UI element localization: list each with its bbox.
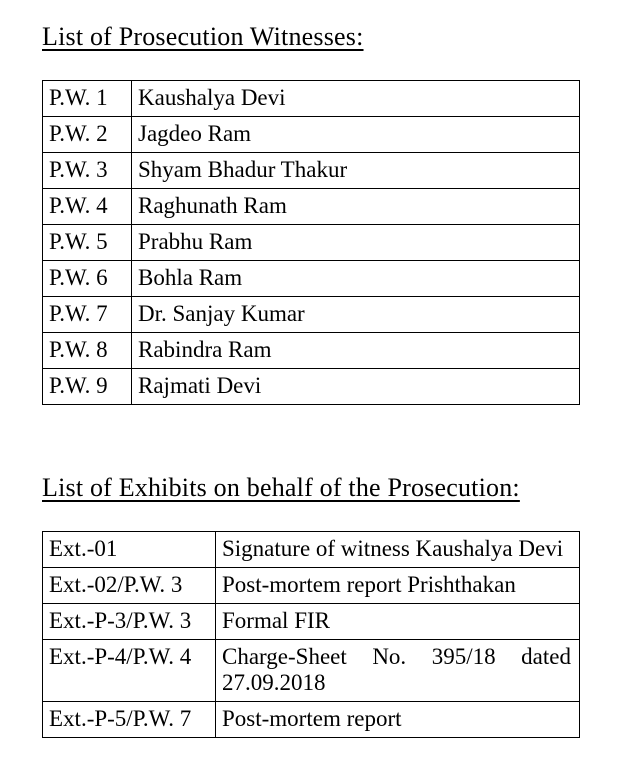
table-row <box>43 369 580 405</box>
table-row <box>43 297 580 333</box>
witness-number-cell: P.W. 7 <box>43 297 132 333</box>
exhibit-number-cell: Ext.-P-3/P.W. 3 <box>43 604 216 640</box>
witnesses-table <box>42 80 580 405</box>
table-row <box>43 568 580 604</box>
exhibit-number-cell: Ext.-02/P.W. 3 <box>43 568 216 604</box>
witness-number-cell: P.W. 3 <box>43 153 132 189</box>
exhibit-description-cell: Formal FIR <box>216 604 580 640</box>
table-row <box>43 333 580 369</box>
table-row <box>43 604 580 640</box>
table-row <box>43 189 580 225</box>
witness-number-cell: P.W. 9 <box>43 369 132 405</box>
witness-name-cell: Dr. Sanjay Kumar <box>132 297 580 333</box>
table-row <box>43 153 580 189</box>
witness-name-cell: Kaushalya Devi <box>132 81 580 117</box>
witness-name-cell: Bohla Ram <box>132 261 580 297</box>
witness-number-cell: P.W. 1 <box>43 81 132 117</box>
exhibits-table <box>42 531 580 738</box>
witness-number-cell: P.W. 5 <box>43 225 132 261</box>
witness-name-cell: Raghunath Ram <box>132 189 580 225</box>
witness-name-cell: Rajmati Devi <box>132 369 580 405</box>
exhibits-section-title: List of Exhibits on behalf of the Prosecution: <box>42 473 520 502</box>
exhibit-description-cell: Post-mortem report <box>216 702 580 738</box>
witness-number-cell: P.W. 2 <box>43 117 132 153</box>
witness-name-cell: Shyam Bhadur Thakur <box>132 153 580 189</box>
exhibit-description-cell: Post-mortem report Prishthakan <box>216 568 580 604</box>
witness-number-cell: P.W. 6 <box>43 261 132 297</box>
witnesses-table-body <box>43 81 580 405</box>
exhibit-number-cell: Ext.-P-5/P.W. 7 <box>43 702 216 738</box>
exhibits-table-body <box>43 532 580 738</box>
exhibit-number-cell: Ext.-P-4/P.W. 4 <box>43 640 216 702</box>
exhibit-number-cell: Ext.-01 <box>43 532 216 568</box>
table-row <box>43 640 580 702</box>
witness-name-cell: Rabindra Ram <box>132 333 580 369</box>
table-row <box>43 532 580 568</box>
witness-number-cell: P.W. 4 <box>43 189 132 225</box>
table-row <box>43 702 580 738</box>
table-row <box>43 261 580 297</box>
table-row <box>43 225 580 261</box>
witness-number-cell: P.W. 8 <box>43 333 132 369</box>
exhibit-description-cell: Signature of witness Kaushalya Devi <box>216 532 580 568</box>
exhibit-description-cell: Charge-Sheet No. 395/18 dated 27.09.2018 <box>216 640 580 702</box>
witness-name-cell: Prabhu Ram <box>132 225 580 261</box>
table-row <box>43 81 580 117</box>
witnesses-section-title: List of Prosecution Witnesses: <box>42 22 364 51</box>
witness-name-cell: Jagdeo Ram <box>132 117 580 153</box>
table-row <box>43 117 580 153</box>
